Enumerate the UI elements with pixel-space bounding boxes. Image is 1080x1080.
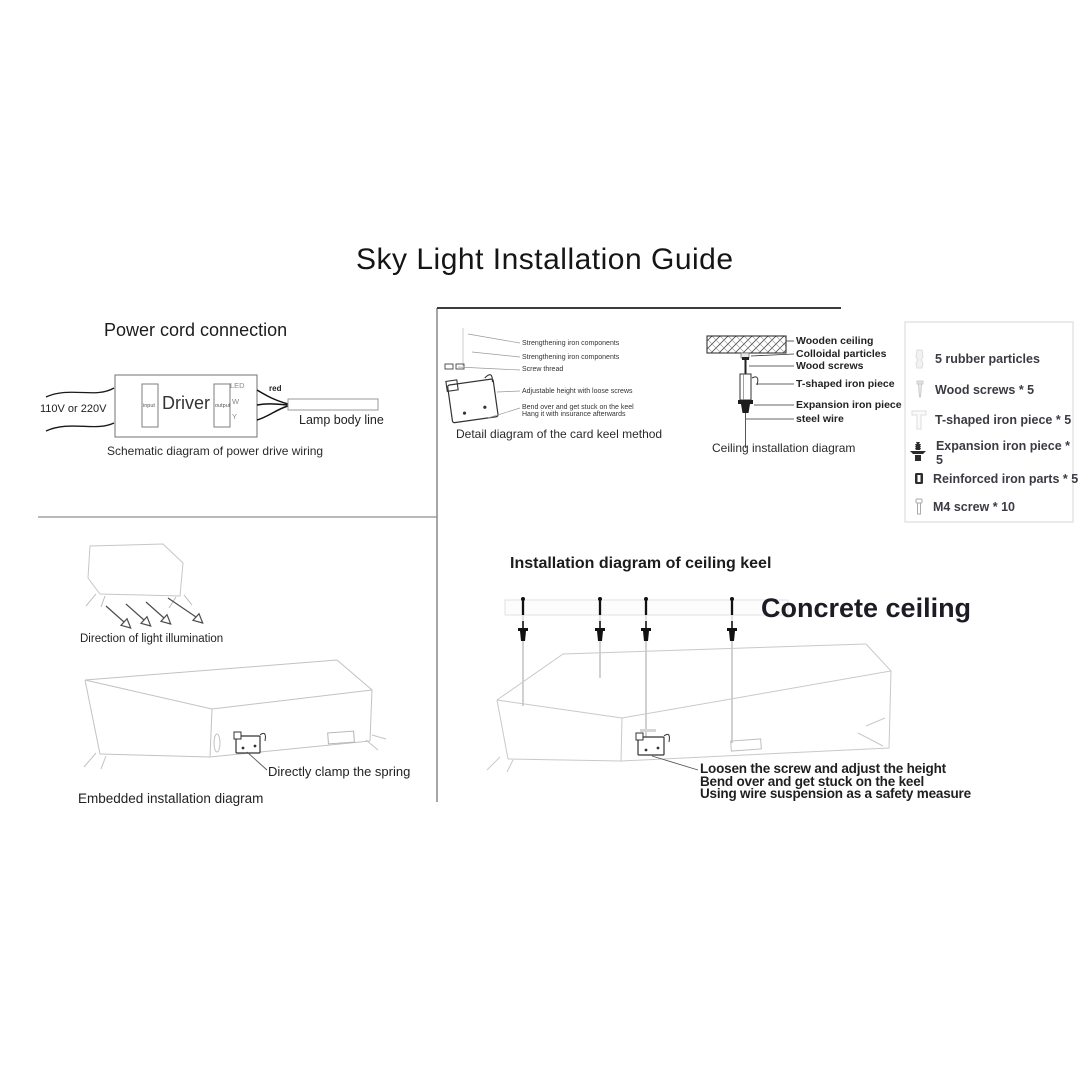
expansion-iron-icon xyxy=(908,441,928,465)
card-keel-label: Strengthening iron components xyxy=(522,354,620,361)
card-keel-art xyxy=(445,328,520,423)
ceiling-keel-heading: Installation diagram of ceiling keel xyxy=(510,555,772,572)
ceiling-label: Wooden ceiling xyxy=(796,335,874,347)
note-line: Using wire suspension as a safety measure xyxy=(700,786,971,801)
parts-item-label: 5 rubber particles xyxy=(935,352,1040,366)
reinforced-iron-icon xyxy=(913,471,925,487)
clamp-spring-label: Directly clamp the spring xyxy=(268,764,411,779)
parts-item-label: Expansion iron piece * 5 xyxy=(935,439,1071,467)
concrete-ceiling-label: Concrete ceiling xyxy=(761,593,972,623)
pin-w-label: W xyxy=(232,397,240,406)
parts-item-label: M4 screw * 10 xyxy=(933,500,1015,514)
parts-list-item xyxy=(908,439,1080,467)
spring-clamp-bracket xyxy=(234,732,265,753)
embedded-install-art xyxy=(84,544,386,770)
power-cord-caption: Schematic diagram of power drive wiring xyxy=(107,444,324,458)
parts-list-item xyxy=(911,410,1071,430)
page-title: Sky Light Installation Guide xyxy=(356,243,734,276)
embedded-install-caption: Embedded installation diagram xyxy=(78,791,264,806)
ceiling-label: Colloidal particles xyxy=(796,348,887,360)
parts-list-item xyxy=(913,380,1034,400)
driver-output-label: output xyxy=(215,403,231,409)
parts-list-item xyxy=(913,349,1040,369)
suspension-notes xyxy=(700,763,971,801)
card-keel-label: Bend over and get stuck on the keel xyxy=(522,404,634,411)
light-direction-label: Direction of light illumination xyxy=(80,633,224,645)
parts-item-label: T-shaped iron piece * 5 xyxy=(935,413,1072,427)
card-keel-label: Screw thread xyxy=(522,366,564,373)
parts-list-item xyxy=(913,498,1015,516)
parts-item-label: Wood screws * 5 xyxy=(935,383,1035,397)
parts-item-label: Reinforced iron parts * 5 xyxy=(933,472,1079,486)
ceiling-label: T-shaped iron piece xyxy=(796,378,895,390)
ceiling-install-caption: Ceiling installation diagram xyxy=(712,441,856,455)
lamp-body-line-label: Lamp body line xyxy=(299,413,384,427)
ceiling-label: steel wire xyxy=(796,413,844,425)
wood-screw-icon xyxy=(913,380,927,400)
ceiling-label: Expansion iron piece xyxy=(796,399,902,411)
rubber-particle-icon xyxy=(913,349,927,369)
card-keel-label: Strengthening iron components xyxy=(522,340,620,347)
parts-list-item xyxy=(913,471,1078,487)
note-line: Loosen the screw and adjust the height xyxy=(700,761,946,776)
keel-clamp-bracket xyxy=(636,729,669,755)
m4-screw-icon xyxy=(913,498,925,516)
anchor-4 xyxy=(727,597,737,743)
driver-label: Driver xyxy=(162,393,210,413)
input-voltage-label: 110V or 220V xyxy=(40,403,107,415)
power-cord-heading: Power cord connection xyxy=(104,320,288,340)
anchor-3 xyxy=(641,597,651,740)
card-keel-label: Adjustable height with loose screws xyxy=(522,388,633,395)
ceiling-label: Wood screws xyxy=(796,360,864,372)
note-line: Bend over and get stuck on the keel xyxy=(700,773,925,789)
card-keel-label: Hang it with insurance afterwards xyxy=(522,411,626,418)
ceiling-install-art xyxy=(707,336,794,448)
t-shaped-iron-icon xyxy=(911,410,927,430)
pin-y-label: Y xyxy=(232,412,238,421)
pin-led-label: LED xyxy=(230,381,245,390)
driver-input-label: input xyxy=(143,403,155,409)
red-wire-label: red xyxy=(269,384,282,393)
card-keel-caption: Detail diagram of the card keel method xyxy=(456,427,663,441)
